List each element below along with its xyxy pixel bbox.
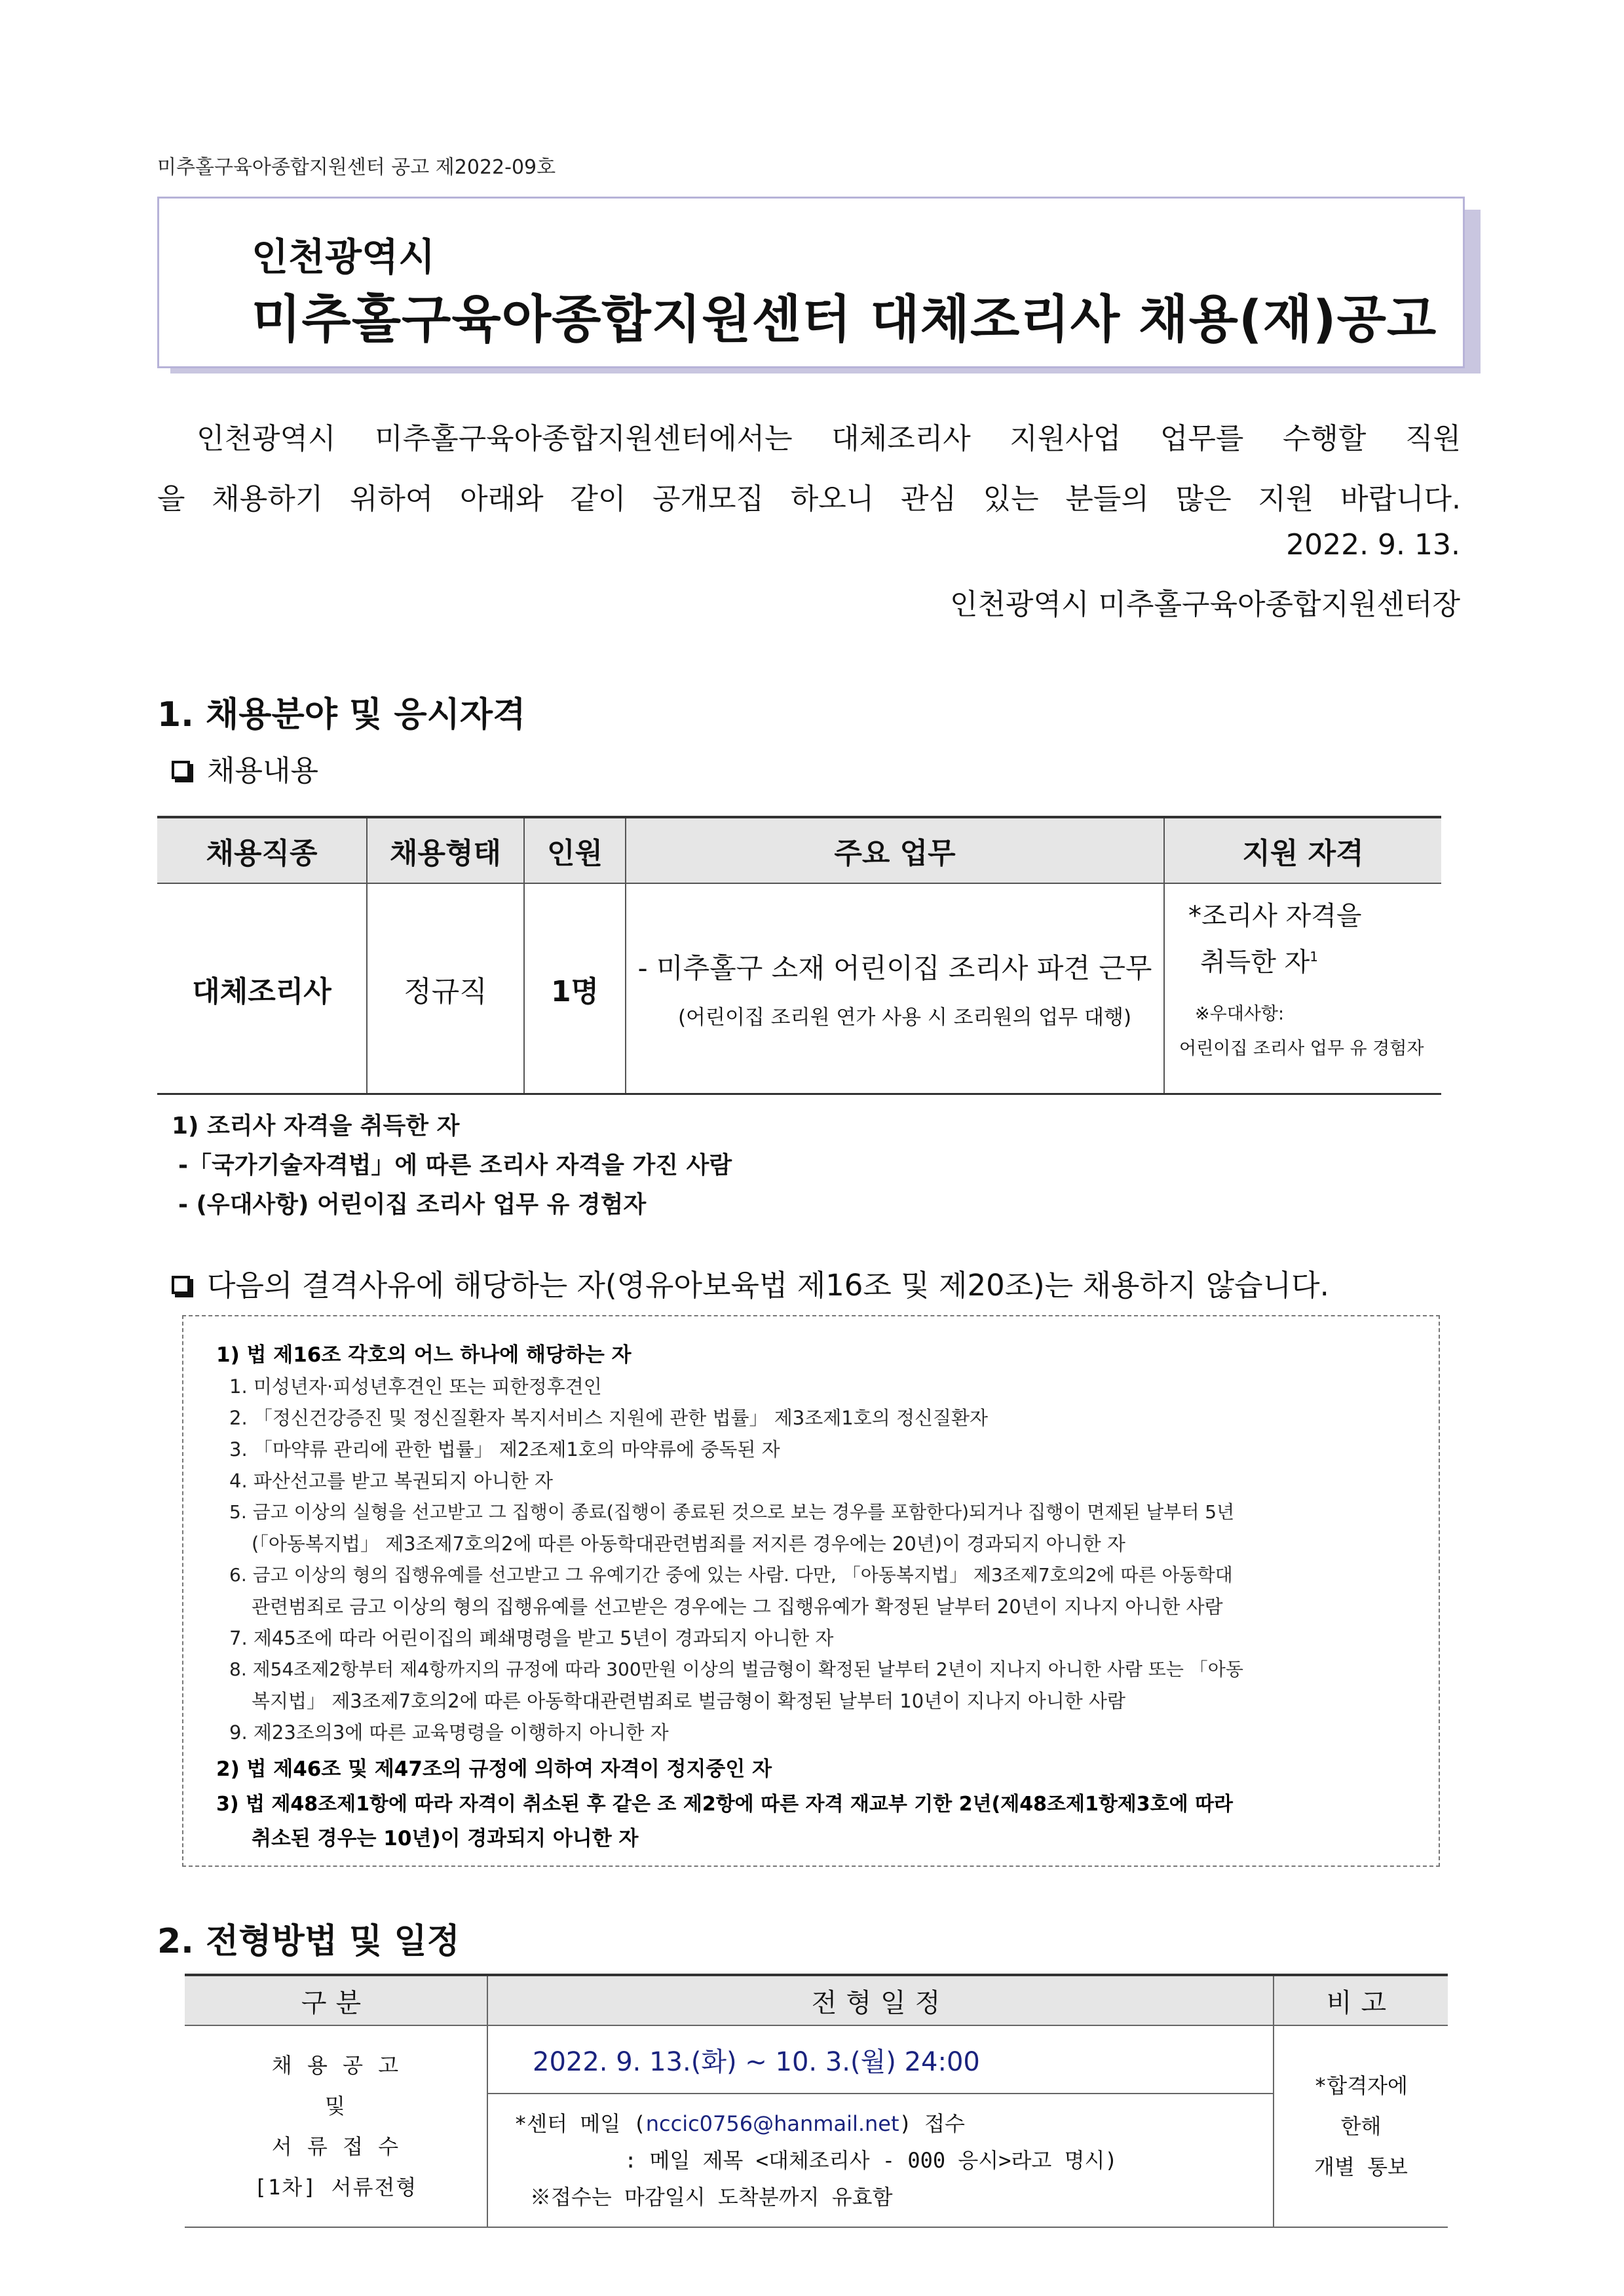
submission-prefix: *센터 메일 ( xyxy=(514,2111,646,2136)
submission-suffix: ) 접수 xyxy=(899,2111,965,2136)
stage-line: 및 xyxy=(325,2094,347,2118)
intro-line1 xyxy=(157,406,1461,472)
intro-line2: 을 채용하기 위하여 아래와 같이 공개모집 하오니 관심 있는 분들의 많은 지원 바랍니다. xyxy=(157,482,1461,516)
recruitment-table-header xyxy=(157,817,1441,883)
footnote-3: - (우대사항) 어린이집 조리사 업무 유 경험자 xyxy=(178,1191,647,1218)
section1-heading: 1. 채용분야 및 응시자격 xyxy=(157,695,526,735)
section1-subheading-text: 채용내용 xyxy=(207,754,319,788)
notice-date: 2022. 9. 13. xyxy=(1286,528,1460,562)
disq-item: 7. 제45조에 따라 어린이집의 폐쇄명령을 받고 5년이 경과되지 아니한 자 xyxy=(229,1627,834,1649)
disq-item: 3. 「마약류 관리에 관한 법률」 제2조제1호의 마약류에 중독된 자 xyxy=(229,1438,780,1461)
stage-line: [1차] 서류전형 xyxy=(254,2175,418,2200)
cell-type: 정규직 xyxy=(367,883,524,1094)
disq-item: 관련범죄로 금고 이상의 형의 집행유예를 선고받은 경우에는 그 집행유예가 확정된 날부터 20년이 지나지 아니한 사람 xyxy=(252,1596,1223,1618)
qual-line2-text: 취득한 자 xyxy=(1200,947,1310,978)
header-category: 구분 xyxy=(185,1975,487,2025)
schedule-table xyxy=(185,1974,1448,2228)
disq-item: 취소된 경우는 10년)이 경과되지 아니한 자 xyxy=(252,1827,639,1850)
recruitment-table xyxy=(157,816,1441,1095)
header-job: 채용직종 xyxy=(157,817,367,883)
footnote-1: 1) 조리사 자격을 취득한 자 xyxy=(172,1113,460,1139)
qual-footnote-mark: 1 xyxy=(1310,949,1319,965)
intro-line1-text: 인천광역시 미추홀구육아종합지원센터에서는 대체조리사 지원사업 업무를 수행할 직원 xyxy=(197,422,1461,455)
checkbox-square-icon xyxy=(172,761,190,779)
disq-item: 3) 법 제48조제1항에 따라 자격이 취소된 후 같은 조 제2항에 따른 자격 재교부 기한 2년(제48조제1항제3호에 따라 xyxy=(216,1793,1234,1816)
cell-count: 1명 xyxy=(524,883,626,1094)
title-line1: 인천광역시 xyxy=(252,235,436,279)
schedule-table-header xyxy=(185,1975,1448,2025)
duty-main: - 미추홀구 소재 어린이집 조리사 파견 근무 xyxy=(637,952,1152,984)
disq-item: 2. 「정신건강증진 및 정신질환자 복지서비스 지원에 관한 법률」 제3조제1호의 정신질환자 xyxy=(229,1407,989,1429)
preference-text: 어린이집 조리사 업무 유 경험자 xyxy=(1179,1039,1424,1060)
checkbox-square-icon xyxy=(172,1276,190,1294)
cell-submission xyxy=(487,2094,1274,2227)
preference-label: ※우대사항: xyxy=(1195,1004,1285,1025)
disq-item: 1. 미성년자·피성년후견인 또는 피한정후견인 xyxy=(229,1375,602,1398)
section2-heading: 2. 전형방법 및 일정 xyxy=(157,1922,460,1961)
disqualification-heading-text: 다음의 결격사유에 해당하는 자(영유아보육법 제16조 및 제20조)는 채용하지 않습니다. xyxy=(207,1268,1329,1303)
disq-item: 5. 금고 이상의 실형을 선고받고 그 집행이 종료(집행이 종료된 것으로 보는 경우를 포함한다)되거나 집행이 면제된 날부터 5년 xyxy=(229,1501,1235,1523)
cell-stage xyxy=(185,2025,487,2227)
cell-qualification xyxy=(1164,883,1441,1094)
remark-line: *합격자에 xyxy=(1314,2073,1408,2098)
disq-item: 8. 제54조제2항부터 제4항까지의 규정에 따라 300만원 이상의 벌금형이 확정된 날부터 2년이 지나지 아니한 사람 또는 「아동 xyxy=(229,1658,1243,1680)
submission-subject: : 메일 제목 <대체조리사 - 000 응시>라고 명시) xyxy=(624,2148,1118,2173)
disq-item: 9. 제23조의3에 따른 교육명령을 이행하지 아니한 자 xyxy=(229,1721,669,1744)
cell-period: 2022. 9. 13.(화) ~ 10. 3.(월) 24:00 xyxy=(487,2025,1274,2094)
notice-number: 미추홀구육아종합지원센터 공고 제2022-09호 xyxy=(157,156,556,179)
remark-line: 한해 xyxy=(1340,2114,1382,2139)
disq-item: 복지법」 제3조제7호의2에 따른 아동학대관련범죄로 벌금형이 확정된 날부터 10년이 지나지 아니한 사람 xyxy=(252,1690,1125,1712)
submission-note: ※접수는 마감일시 도착분까지 유효함 xyxy=(530,2185,893,2210)
header-qualification: 지원 자격 xyxy=(1164,817,1441,883)
section1-subheading xyxy=(172,747,318,789)
disqualification-heading xyxy=(172,1261,1329,1304)
cell-job: 대체조리사 xyxy=(157,883,367,1094)
cell-duty xyxy=(626,883,1164,1094)
stage-line: 채 용 공 고 xyxy=(271,2053,400,2078)
email-link[interactable]: nccic0756@hanmail.net xyxy=(645,2111,899,2136)
duty-note: (어린이집 조리원 연가 사용 시 조리원의 업무 대행) xyxy=(677,1006,1132,1029)
remark-line: 개별 통보 xyxy=(1314,2154,1408,2179)
disq-item: 4. 파산선고를 받고 복권되지 아니한 자 xyxy=(229,1470,553,1492)
submission-line xyxy=(514,2105,1272,2142)
header-type: 채용형태 xyxy=(367,817,524,883)
title-line2: 미추홀구육아종합지원센터 대체조리사 채용(재)공고 xyxy=(252,290,1437,349)
table-row xyxy=(157,883,1441,1094)
notice-signer: 인천광역시 미추홀구육아종합지원센터장 xyxy=(949,588,1460,621)
disq-item: 1) 법 제16조 각호의 어느 하나에 해당하는 자 xyxy=(216,1343,632,1367)
header-duty: 주요 업무 xyxy=(626,817,1164,883)
qual-line2 xyxy=(1188,936,1441,982)
disq-item: (「아동복지법」 제3조제7호의2에 따른 아동학대관련범죄를 저지른 경우에는 20년)이 경과되지 아니한 자 xyxy=(252,1533,1125,1555)
disq-item: 6. 금고 이상의 형의 집행유예를 선고받고 그 유예기간 중에 있는 사람. 다만, 「아동복지법」 제3조제7호의2에 따른 아동학대 xyxy=(229,1564,1233,1586)
cell-remark xyxy=(1274,2025,1448,2227)
table-row xyxy=(185,2025,1448,2094)
header-remark: 비고 xyxy=(1274,1975,1448,2025)
stage-line: 서 류 접 수 xyxy=(271,2134,400,2159)
header-count: 인원 xyxy=(524,817,626,883)
qual-line1: *조리사 자격을 xyxy=(1188,901,1362,931)
header-schedule: 전형일정 xyxy=(487,1975,1274,2025)
disq-item: 2) 법 제46조 및 제47조의 규정에 의하여 자격이 정지중인 자 xyxy=(216,1757,772,1781)
footnote-2: -「국가기술자격법」에 따른 조리사 자격을 가진 사람 xyxy=(178,1152,732,1179)
